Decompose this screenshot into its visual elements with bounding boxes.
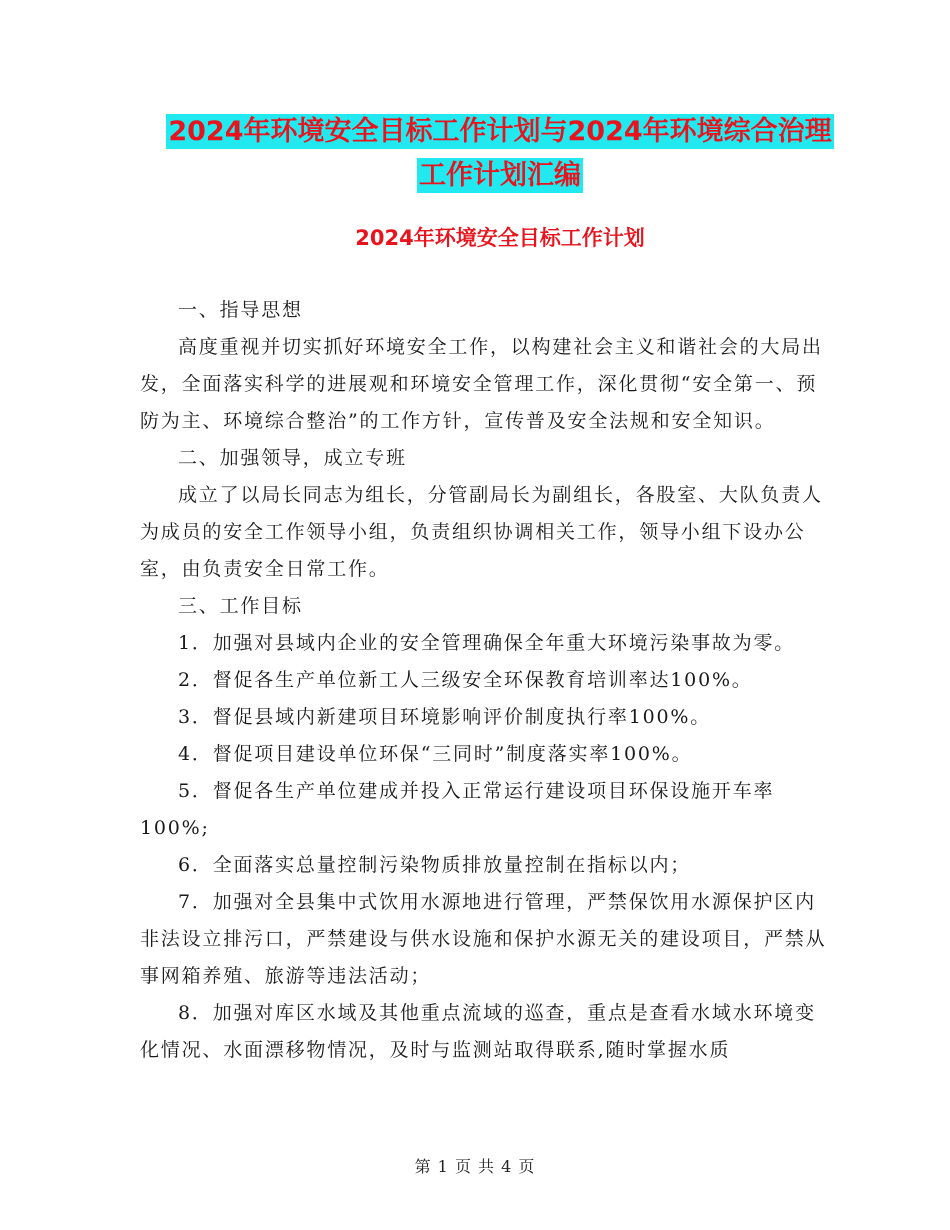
paragraph-guiding-thought: 高度重视并切实抓好环境安全工作，以构建社会主义和谐社会的大局出发，全面落实科学的进展观和环境安全管理工作，深化贯彻“安全第一、预防为主、环境综合整治”的工作方针，宣传普及安全法规和安全知识。 <box>140 336 823 432</box>
goal-item-2: 2．督促各生产单位新工人三级安全环保教育培训率达100%。 <box>178 669 753 691</box>
goal-item-5: 5．督促各生产单位建成并投入正常运行建设项目环保设施开车率100%; <box>140 780 775 839</box>
goal-item-4: 4．督促项目建设单位环保“三同时”制度落实率100%。 <box>178 743 693 765</box>
heading-guiding-thought: 一、指导思想 <box>178 299 303 321</box>
heading-goals: 三、工作目标 <box>178 595 303 617</box>
heading-leadership: 二、加强领导，成立专班 <box>178 447 407 469</box>
document-body <box>140 292 830 1069</box>
document-title-line-2: 工作计划汇编 <box>419 160 581 191</box>
goal-item-8: 8．加强对库区水域及其他重点流域的巡查，重点是查看水域水环境变化情况、水面漂移物情况，及时与监测站取得联系,随时掌握水质 <box>140 1002 816 1061</box>
paragraph-leadership: 成立了以局长同志为组长，分管副局长为副组长，各股室、大队负责人为成员的安全工作领导小组，负责组织协调相关工作，领导小组下设办公室，由负责安全日常工作。 <box>140 484 823 580</box>
goal-item-6: 6．全面落实总量控制污染物质排放量控制在指标以内； <box>178 854 692 876</box>
page-footer: 第 1 页 共 4 页 <box>414 1157 536 1176</box>
goal-item-1: 1．加强对县域内企业的安全管理确保全年重大环境污染事故为零。 <box>178 632 796 654</box>
document-title-line-1: 2024年环境安全目标工作计划与2024年环境综合治理 <box>168 116 832 147</box>
goal-item-7: 7．加强对全县集中式饮用水源地进行管理，严禁保饮用水源保护区内非法设立排污口，严禁建设与供水设施和保护水源无关的建设项目，严禁从事网箱养殖、旅游等违法活动； <box>140 891 827 987</box>
goal-item-3: 3．督促县域内新建项目环境影响评价制度执行率100%。 <box>178 706 712 728</box>
section-title: 2024年环境安全目标工作计划 <box>355 226 645 250</box>
